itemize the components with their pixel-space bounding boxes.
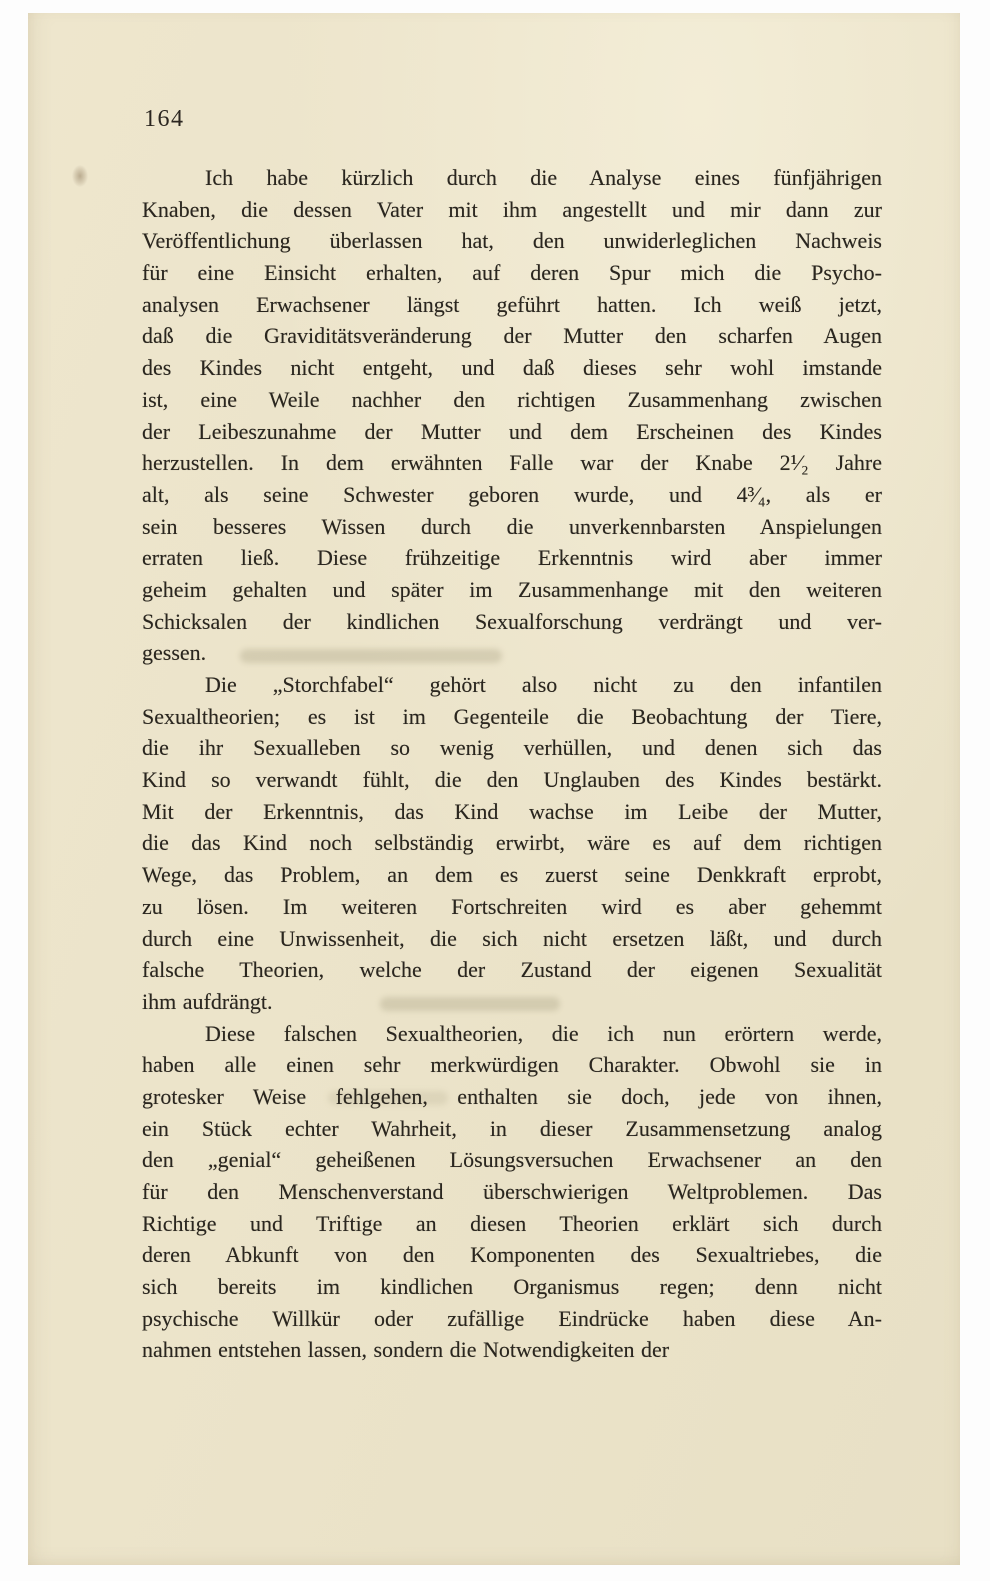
paragraph bbox=[142, 1018, 882, 1367]
text-line: gessen. bbox=[142, 640, 207, 666]
page-number: 164 bbox=[144, 106, 185, 132]
text-line: Veröffentlichung überlassen hat, den unwiderleglichen Nachweis bbox=[142, 228, 882, 254]
text-line: Wege, das Problem, an dem es zuerst seine Denkkraft erprobt, bbox=[142, 862, 882, 888]
text-line: erraten ließ. Diese frühzeitige Erkenntnis wird aber immer bbox=[142, 545, 882, 571]
text-line: haben alle einen sehr merkwürdigen Charakter. Obwohl sie in bbox=[142, 1052, 882, 1078]
text-line: Kind so verwandt fühlt, die den Unglauben des Kindes bestärkt. bbox=[142, 767, 882, 793]
paragraph bbox=[142, 669, 882, 1018]
text-line: Schicksalen der kindlichen Sexualforschung verdrängt und ver- bbox=[142, 608, 882, 634]
text-line: grotesker Weise fehlgehen, enthalten sie doch, jede von ihnen, bbox=[142, 1083, 882, 1109]
text-line: herzustellen. In dem erwähnten Falle war der Knabe 2¹⁄₂ Jahre bbox=[142, 450, 882, 476]
text-line: alt, als seine Schwester geboren wurde, und 4³⁄₄, als er bbox=[142, 481, 882, 507]
body-text bbox=[142, 162, 882, 1366]
text-line: durch eine Unwissenheit, die sich nicht ersetzen läßt, und durch bbox=[142, 925, 882, 951]
text-line: des Kindes nicht entgeht, und daß dieses sehr wohl imstande bbox=[142, 355, 882, 381]
book-page-paper bbox=[28, 13, 960, 1565]
text-line: Richtige und Triftige an diesen Theorien erklärt sich durch bbox=[142, 1210, 882, 1236]
text-line: Knaben, die dessen Vater mit ihm angestellt und mir dann zur bbox=[142, 196, 882, 222]
text-line: zu lösen. Im weiteren Fortschreiten wird es aber gehemmt bbox=[142, 893, 882, 919]
text-line: analysen Erwachsener längst geführt hatten. Ich weiß jetzt, bbox=[142, 291, 882, 317]
text-line: Diese falschen Sexualtheorien, die ich nun erörtern werde, bbox=[205, 1020, 882, 1046]
text-line: Die „Storchfabel“ gehört also nicht zu den infantilen bbox=[205, 672, 882, 697]
paper-stain bbox=[72, 165, 88, 187]
text-line: den „genial“ geheißenen Lösungsversuchen Erwachsener an den bbox=[142, 1147, 882, 1173]
text-line: Ich habe kürzlich durch die Analyse eines fünfjährigen bbox=[205, 165, 882, 190]
text-line: sich bereits im kindlichen Organismus regen; denn nicht bbox=[142, 1274, 882, 1300]
paragraph bbox=[142, 162, 882, 669]
text-line: die das Kind noch selbständig erwirbt, wäre es auf dem richtigen bbox=[142, 830, 882, 856]
text-line: sein besseres Wissen durch die unverkennbarsten Anspielungen bbox=[142, 513, 882, 539]
text-line: daß die Graviditätsveränderung der Mutter den scharfen Augen bbox=[142, 323, 882, 349]
text-line: Mit der Erkenntnis, das Kind wachse im Leibe der Mutter, bbox=[142, 798, 882, 824]
text-line: ist, eine Weile nachher den richtigen Zusammenhang zwischen bbox=[142, 386, 882, 412]
text-line: der Leibeszunahme der Mutter und dem Erscheinen des Kindes bbox=[142, 418, 882, 444]
text-line: für den Menschenverstand überschwierigen Weltproblemen. Das bbox=[142, 1179, 882, 1204]
text-line: Sexualtheorien; es ist im Gegenteile die Beobachtung der Tiere, bbox=[142, 703, 882, 729]
text-line: für eine Einsicht erhalten, auf deren Spur mich die Psycho- bbox=[142, 260, 882, 286]
text-line: die ihr Sexualleben so wenig verhüllen, und denen sich das bbox=[142, 735, 882, 761]
text-line: ihm aufdrängt. bbox=[142, 988, 273, 1014]
text-line: falsche Theorien, welche der Zustand der eigenen Sexualität bbox=[142, 957, 882, 983]
text-line: psychische Willkür oder zufällige Eindrücke haben diese An- bbox=[142, 1305, 882, 1331]
text-line: geheim gehalten und später im Zusammenhange mit den weiteren bbox=[142, 576, 882, 602]
text-line: nahmen entstehen lassen, sondern die Notwendigkeiten der bbox=[142, 1337, 670, 1363]
text-line: ein Stück echter Wahrheit, in dieser Zusammensetzung analog bbox=[142, 1115, 882, 1141]
text-line: deren Abkunft von den Komponenten des Sexualtriebes, die bbox=[142, 1242, 882, 1268]
